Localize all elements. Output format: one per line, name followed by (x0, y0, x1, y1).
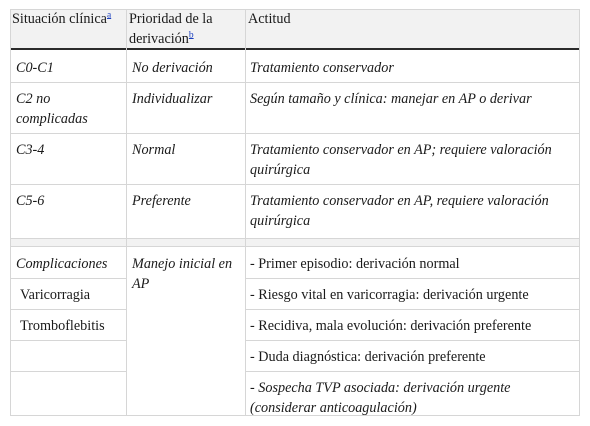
row3-clinical: C3-4 (16, 142, 45, 158)
rule-row1 (10, 82, 580, 83)
rule-comp-e (10, 340, 126, 341)
rule-comp-d (245, 309, 580, 310)
rule-comp-h (245, 371, 580, 372)
rule-comp-c (10, 309, 126, 310)
row1-clinical: C0-C1 (16, 60, 54, 76)
header-priority-label: Prioridad de la derivación (129, 11, 213, 47)
complication-action-3: - Recidiva, mala evolución: derivación preferente (250, 318, 532, 334)
rule-comp-b (245, 278, 580, 279)
header-action-label: Actitud (248, 11, 291, 27)
complication-action-1: - Primer episodio: derivación normal (250, 256, 460, 272)
rule-right (579, 9, 580, 416)
header-action (248, 9, 576, 29)
complications-priority: Manejo inicial en AP (132, 256, 233, 292)
complication-action-4: - Duda diagnóstica: derivación preferente (250, 349, 486, 365)
rule-header (10, 48, 580, 50)
row4-priority: Preferente (132, 193, 191, 209)
complication-action-5 (250, 378, 572, 418)
header-clinical (12, 9, 125, 29)
complication-tromboflebitis: Tromboflebitis (20, 318, 105, 334)
rule-row3 (10, 184, 580, 185)
complication-action-2: - Riesgo vital en varicorragia: derivación urgente (250, 287, 529, 303)
row3-action: Tratamiento conservador en AP; requiere valoración quirúrgica (250, 142, 552, 178)
rule-col2 (245, 9, 246, 416)
footnote-b-link[interactable]: b (188, 30, 194, 41)
clinical-table (10, 9, 580, 416)
row1-action: Tratamiento conservador (250, 60, 394, 76)
row3-priority: Normal (132, 142, 176, 158)
row4-action: Tratamiento conservador en AP, requiere valoración quirúrgica (250, 193, 549, 229)
row2-priority: Individualizar (132, 91, 213, 107)
header-priority (129, 9, 243, 49)
rule-row2 (10, 133, 580, 134)
row2-clinical: C2 no complicadas (16, 91, 88, 127)
complications-label: Complicaciones (16, 256, 108, 272)
header-clinical-label: Situación clínica (12, 11, 107, 27)
rule-left (10, 9, 11, 416)
rule-comp-a (10, 278, 126, 279)
row1-priority: No derivación (132, 60, 213, 76)
spacer-band (10, 238, 580, 246)
complication-varicorragia: Varicorragia (20, 287, 91, 303)
rule-comp-g (10, 371, 126, 372)
rule-col1 (126, 9, 127, 416)
rule-row4 (10, 238, 580, 239)
rule-spacer (10, 246, 580, 247)
row2-action: Según tamaño y clínica: manejar en AP o derivar (250, 91, 532, 107)
footnote-a-link[interactable]: a (106, 10, 112, 21)
rule-comp-f (245, 340, 580, 341)
row4-clinical: C5-6 (16, 193, 45, 209)
complication-action-5-text: - Sospecha TVP asociada: derivación urgente (considerar anticoagulación) (250, 380, 511, 416)
